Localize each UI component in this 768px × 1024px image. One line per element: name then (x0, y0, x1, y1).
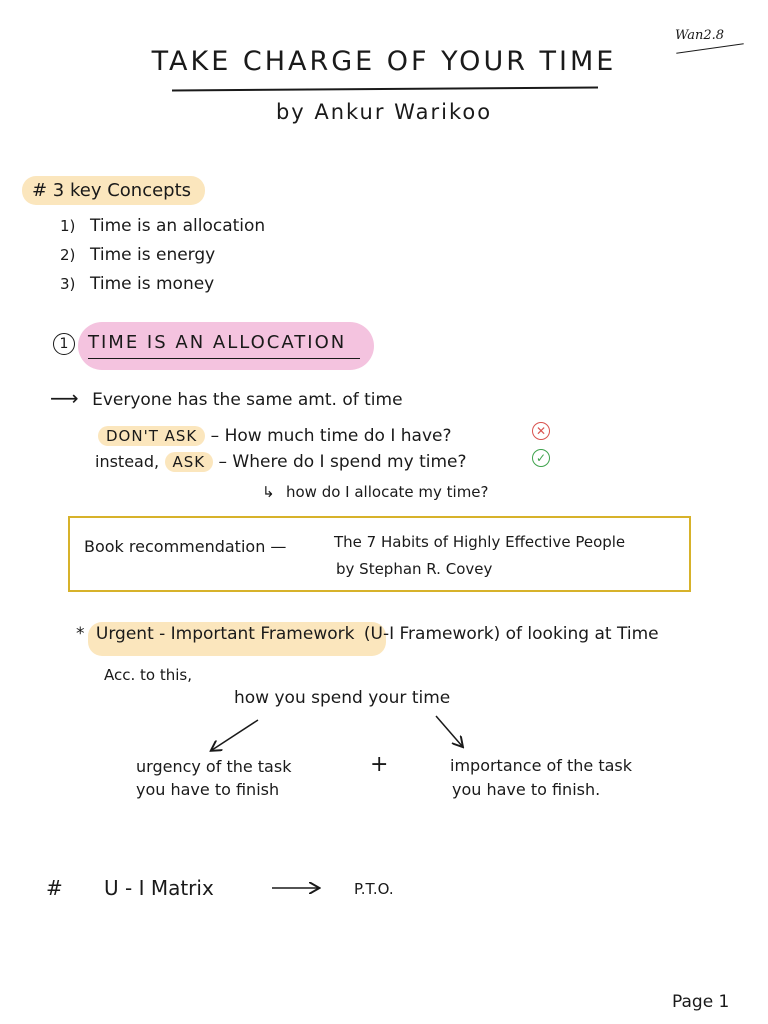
reframe-text: how do I allocate my time? (285, 483, 489, 501)
dont-ask-chip: DON'T ASK (98, 426, 205, 446)
page-number: Page 1 (672, 992, 730, 1012)
urgency-line-2: you have to finish (136, 780, 280, 799)
book-title: The 7 Habits of Highly Effective People (334, 533, 626, 551)
list-item: 3) Time is money (60, 274, 215, 294)
key-concepts-heading: # 3 key Concepts (22, 176, 205, 205)
pto-text: P.T.O. (354, 880, 394, 898)
right-branch-arrow (436, 716, 462, 746)
right-arrow-icon: ⟶ (50, 386, 79, 410)
point-text: Everyone has the same amt. of time (92, 390, 403, 410)
plus-sign: + (370, 752, 389, 777)
section-heading: TIME IS AN ALLOCATION (88, 332, 347, 353)
dont-ask-text: – How much time do I have? (210, 426, 452, 446)
instead-prefix: instead, (95, 452, 160, 471)
framework-name: Urgent - Important Framework (95, 624, 355, 644)
ask-text: – Where do I spend my time? (218, 452, 467, 472)
author-signature: Wan2.8 (675, 28, 725, 43)
book-author: by Stephan R. Covey (336, 560, 493, 578)
center-text: how you spend your time (234, 688, 451, 708)
author-line: by Ankur Warikoo (275, 100, 493, 124)
curved-arrow-icon: ↳ (262, 483, 275, 501)
page-title: TAKE CHARGE OF YOUR TIME (151, 46, 617, 77)
importance-line-2: you have to finish. (452, 780, 601, 799)
ask-chip: ASK (165, 452, 214, 472)
matrix-hash: # (46, 876, 63, 900)
importance-line-1: importance of the task (450, 756, 633, 775)
urgency-line-1: urgency of the task (136, 757, 292, 776)
star-icon: * (76, 624, 85, 644)
check-icon: ✓ (532, 449, 550, 467)
list-item: 1) Time is an allocation (60, 216, 266, 236)
book-label: Book recommendation — (84, 537, 287, 556)
framework-rest: (U-I Framework) of looking at Time (363, 624, 659, 644)
list-item: 2) Time is energy (60, 245, 216, 265)
left-branch-arrow (212, 720, 258, 750)
section-number-circle: 1 (53, 333, 75, 355)
according-text: Acc. to this, (104, 666, 192, 684)
cross-icon: ✕ (532, 422, 550, 440)
matrix-label: U - I Matrix (104, 876, 214, 900)
